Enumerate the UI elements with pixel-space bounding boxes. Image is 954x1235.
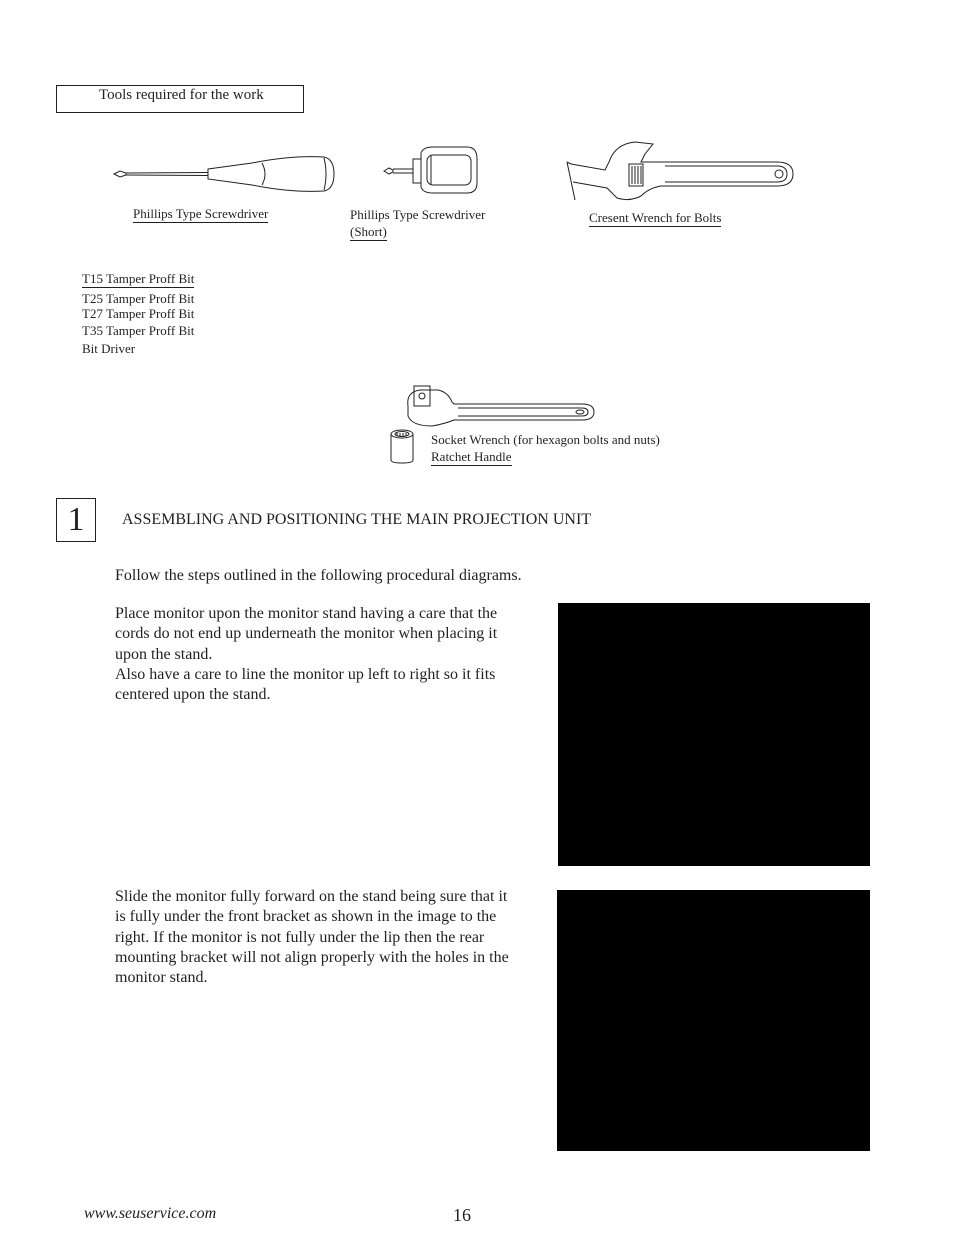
tools-header: Tools required for the work (99, 87, 264, 103)
bit-item: Bit Driver (82, 341, 136, 356)
wrench-caption: Cresent Wrench for Bolts (589, 210, 722, 225)
section-number: 1 (67, 501, 85, 538)
footer-url[interactable]: www.seuservice.com (84, 1205, 217, 1222)
intro-text: Follow the steps outlined in the following procedural diagrams. (115, 567, 522, 584)
tools-header-box (56, 85, 304, 113)
screwdriver-short-caption: Phillips Type Screwdriver (Short) (350, 207, 486, 239)
section-title: ASSEMBLING AND POSITIONING THE MAIN PROJECTION UNIT (122, 511, 592, 528)
step2-text: Slide the monitor fully forward on the stand being sure that it is fully under the front bracket as shown in the image to the right. If the monitor is not fully under the lip then the rear mounting bracket will not align properly with the holes in the monitor stand. (115, 888, 509, 987)
step1-text: Place monitor upon the monitor stand having a care that the cords do not end up underneath the monitor when placing it upon the stand. Also have a care to line the monitor up left to right so it fits centered upon the stand. (115, 605, 498, 704)
bit-item: T35 Tamper Proff Bit (82, 323, 195, 338)
ratchet-handle-icon (404, 382, 596, 426)
bit-item: T27 Tamper Proff Bit (82, 306, 195, 321)
step2-photo (557, 890, 870, 1151)
phillips-short-screwdriver-icon (383, 145, 479, 195)
step1-photo (558, 603, 870, 866)
bit-item: T25 Tamper Proff Bit (82, 291, 195, 306)
phillips-screwdriver-icon (112, 155, 334, 193)
socket-wrench-caption: Socket Wrench (for hexagon bolts and nuts) Ratchet Handle (431, 432, 660, 464)
socket-icon (389, 428, 415, 464)
crescent-wrench-icon (565, 140, 795, 204)
page-number: 16 (453, 1205, 471, 1225)
screwdriver-long-caption: Phillips Type Screwdriver (133, 206, 269, 221)
section-number-box (56, 498, 96, 542)
bit-item: T15 Tamper Proff Bit (82, 271, 195, 286)
